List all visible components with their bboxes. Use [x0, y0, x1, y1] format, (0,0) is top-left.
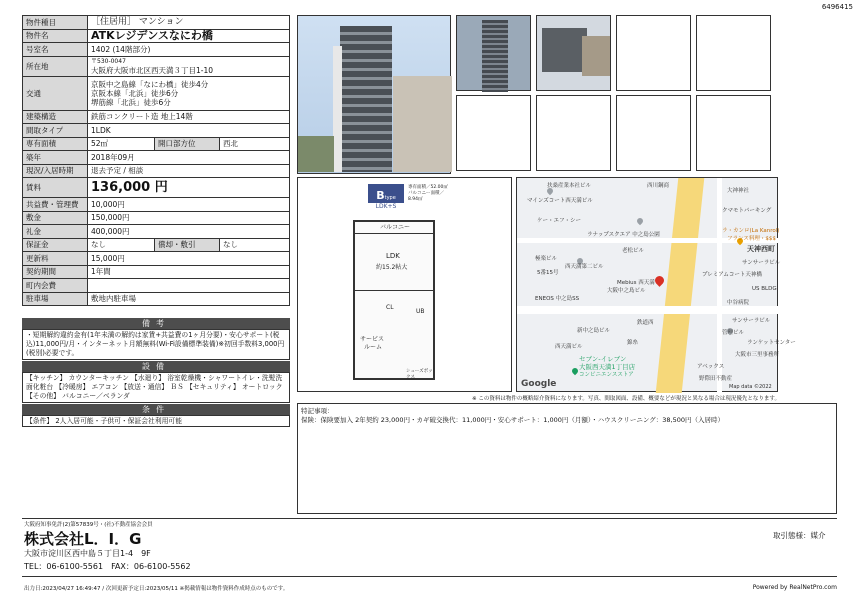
thumb-empty [536, 95, 611, 171]
thumb-empty [696, 15, 771, 91]
map-label: 大阪西天満1丁目店 [579, 363, 636, 371]
thumb-empty [696, 95, 771, 171]
map-label: 天神西町 [747, 245, 775, 253]
plan-outline [353, 220, 435, 380]
map-label: セブン-イレブン [579, 355, 627, 363]
traffic-line: 京阪中之島線「なにわ橋」徒歩4分 [91, 79, 209, 89]
map-label: 西天満ビル [555, 344, 583, 350]
map-label: 錦糸 [627, 340, 639, 346]
map-label: 管理ビル [722, 330, 745, 336]
badge-type: type [384, 195, 396, 201]
trade-type: 取引態様：媒介 [773, 531, 826, 540]
thumb-photo-2[interactable] [536, 15, 611, 91]
spec-label: 所在地 [23, 56, 88, 76]
license: 大阪府知事免許(2)第57839号・(社)不動産協会会員 [24, 522, 153, 528]
type-value: ［住居用］ マンション [88, 16, 290, 30]
map-label: 大神神社 [727, 188, 750, 194]
company-tel: TEL：06-6100-5561 FAX：06-6100-5562 [24, 562, 191, 571]
zip: 〒530-0047 [91, 58, 126, 65]
contract-value: 1年間 [88, 265, 290, 279]
room-label: ルーム [364, 344, 383, 351]
thumb-empty [616, 95, 691, 171]
spec-label: 町内会費 [23, 279, 88, 293]
map-label: 西天満第二ビル [565, 264, 604, 270]
map-label: 中谷病院 [727, 300, 750, 306]
floor-plan [297, 177, 512, 392]
spec-label: 保証金 [23, 238, 88, 252]
map-label: コンビニエンスストア [579, 372, 634, 378]
map-label: 新中之島ビル [577, 328, 611, 334]
area-value: 52㎡ [88, 137, 155, 151]
spec-label: 賃料 [23, 178, 88, 198]
parking-value: 敷地内駐車場 [88, 292, 290, 306]
address: 大阪府大阪市北区西天満３丁目1-10 [91, 66, 214, 75]
ub-label: UB [416, 308, 425, 315]
map-label: ランケットセンター [747, 340, 796, 346]
map-label: 野際田不動産 [699, 376, 733, 382]
building-photo [297, 15, 451, 174]
map-label: 扶桑産業本社ビル [547, 183, 592, 189]
map-label: サンサーラビル [742, 260, 781, 266]
map-label: プレミアムコート天神橋 [702, 272, 762, 278]
footer-left: 出力日:2023/04/27 16:49:47 / 次回更新予定日:2023/05/11 ※掲載情報は物件資料作成時点のものです。 [24, 586, 289, 592]
spec-label: 建築構造 [23, 110, 88, 124]
map-label: 5番15号 [537, 270, 559, 276]
shoes-box-label: シューズボックス [406, 369, 433, 380]
spec-label: 現況/入居時期 [23, 164, 88, 178]
spec-label: 償却・敷引 [155, 238, 220, 252]
company-name: 株式会社L．I．G [24, 530, 142, 548]
map-label: 大阪中之島ビル [607, 288, 646, 294]
map-label: 鉄道西 [637, 320, 654, 326]
closet-label: CL [386, 304, 394, 311]
rent-value: 136,000 円 [88, 178, 290, 198]
doc-id: 6496415 [821, 3, 853, 11]
map-label: ラ・カンロ(La Kanrol) [722, 228, 780, 234]
type-badge [368, 184, 404, 208]
fee-value: 10,000円 [88, 198, 290, 212]
equipment-header: 設備 [22, 361, 290, 372]
built-value: 2018年09月 [88, 151, 290, 165]
traffic-line: 堺筋線「北浜」徒歩6分 [91, 97, 171, 107]
opening-value: 西北 [220, 137, 290, 151]
ldk-label: LDK [386, 252, 400, 260]
deposit-value: 150,000円 [88, 211, 290, 225]
spec-label: 交通 [23, 76, 88, 110]
spec-label: 敷金 [23, 211, 88, 225]
room-value: 1402 (14階部分) [88, 43, 290, 57]
equipment-body: 【キッチン】 カウンターキッチン 【水廻り】 浴室乾燥機・シャワートイレ・洗髪洗面化粧台 【冷暖房】 エアコン 【放送・通信】 ＢＳ 【セキュリティ】 オートロック 【その他】 バルコニー／ベランダ [22, 372, 290, 403]
ldk-size: 約15.2帖大 [376, 264, 408, 271]
spec-label: 契約期間 [23, 265, 88, 279]
map-label: 大阪市三里事務所 [735, 352, 780, 358]
spec-label: 専有面積 [23, 137, 88, 151]
spec-label: 駐車場 [23, 292, 88, 306]
spec-label: 間取タイプ [23, 124, 88, 138]
status-value: 退去予定 / 相談 [88, 164, 290, 178]
special-header: 特記事項： [301, 407, 334, 415]
property-name: ATKレジデンスなにわ橋 [88, 29, 290, 43]
divider [22, 576, 837, 577]
divider [22, 518, 837, 519]
traffic-cell [88, 76, 290, 110]
conditions-body: 【条件】 2人入居可能・子供可・保証会社利用可能 [22, 415, 290, 427]
traffic-line: 京阪本線「北浜」徒歩6分 [91, 88, 179, 98]
amort-value: なし [220, 238, 290, 252]
map-note: ※ この資料は物件の概略紹介資料になります。写真、間取図面、設備、概要などが現況と異なる場合は現況優先となります。 [472, 396, 780, 402]
company-address: 大阪市淀川区西中島５丁目1-4 9F [24, 549, 151, 558]
renewal-value: 15,000円 [88, 252, 290, 266]
place-pin-icon[interactable] [636, 217, 644, 225]
spec-label: 築年 [23, 151, 88, 165]
map-label: マインズコート西天満ビル [527, 198, 593, 204]
map-label: クマモトパーキング [722, 208, 772, 214]
structure-value: 鉄筋コンクリート造 地上14階 [88, 110, 290, 124]
badge-sub: LDK+S [368, 203, 404, 210]
map-label: ENEOS 中之島SS [535, 296, 580, 302]
special-notes [297, 403, 837, 514]
address-cell [88, 56, 290, 76]
remarks-body: ・短期解約違約金有(1年未満の解約は家賃+共益費の1ヶ月分要)・安心サポート(税込)11,000円/月・インターネット月額無料(Wi-Fi設備標準装備)※初回手数料3,000円(税別)必要です。 [22, 329, 290, 360]
thumb-empty [456, 95, 531, 171]
thumb-empty [616, 15, 691, 91]
footer-right: Powered by RealNetPro.com [752, 584, 837, 591]
map-label: サンサーラビル [732, 318, 771, 324]
town-fee-value [88, 279, 290, 293]
map-copyright: Map data ©2022 [729, 384, 772, 390]
badge-note: 専有面積／52.00㎡ バルコニー面積／8.94㎡ [408, 185, 448, 202]
map-label: 極楽ビル [535, 256, 558, 262]
thumb-photo-1[interactable] [456, 15, 531, 91]
remarks-header: 備考 [22, 318, 290, 329]
spec-label: 号室名 [23, 43, 88, 57]
map-label: フランス料理・$$$ [727, 236, 776, 242]
spec-label: 物件種目 [23, 16, 88, 30]
map-label: Mebius 西天満 [617, 280, 655, 286]
layout-value: 1LDK [88, 124, 290, 138]
spec-label: 物件名 [23, 29, 88, 43]
map-label: 老松ビル [622, 248, 645, 254]
area-map[interactable] [516, 177, 796, 392]
map-label: 西川鋼商 [647, 183, 670, 189]
map-label: ラナップスクエア 中之島公園 [587, 232, 660, 238]
key-money-value: 400,000円 [88, 225, 290, 239]
store-pin-icon[interactable] [571, 367, 579, 375]
spec-table [22, 15, 290, 306]
guarantee-value: なし [88, 238, 155, 252]
highway [656, 178, 705, 393]
spec-label: 礼金 [23, 225, 88, 239]
spec-label: 開口部方位 [155, 137, 220, 151]
special-text: 保険：保険要加入 2年契約 23,000円・カギ破交換代：11,000円・安心サポート：1,000円（月額）・ハウスクリーニング：38,500円（入居時） [301, 416, 725, 424]
spec-label: 更新料 [23, 252, 88, 266]
google-logo: Google [521, 379, 557, 389]
service-room-label: サービス [360, 336, 385, 343]
road [517, 306, 779, 314]
spec-label: 共益費・管理費 [23, 198, 88, 212]
map-label: US BLDG [752, 286, 777, 292]
property-pin-icon[interactable] [653, 274, 666, 287]
map-label: アベックス [697, 364, 725, 370]
badge-main: B [376, 189, 385, 202]
conditions-header: 条件 [22, 404, 290, 415]
map-label: ケー・エフ・シー [537, 218, 582, 224]
balcony-label: バルコニー [380, 224, 411, 231]
